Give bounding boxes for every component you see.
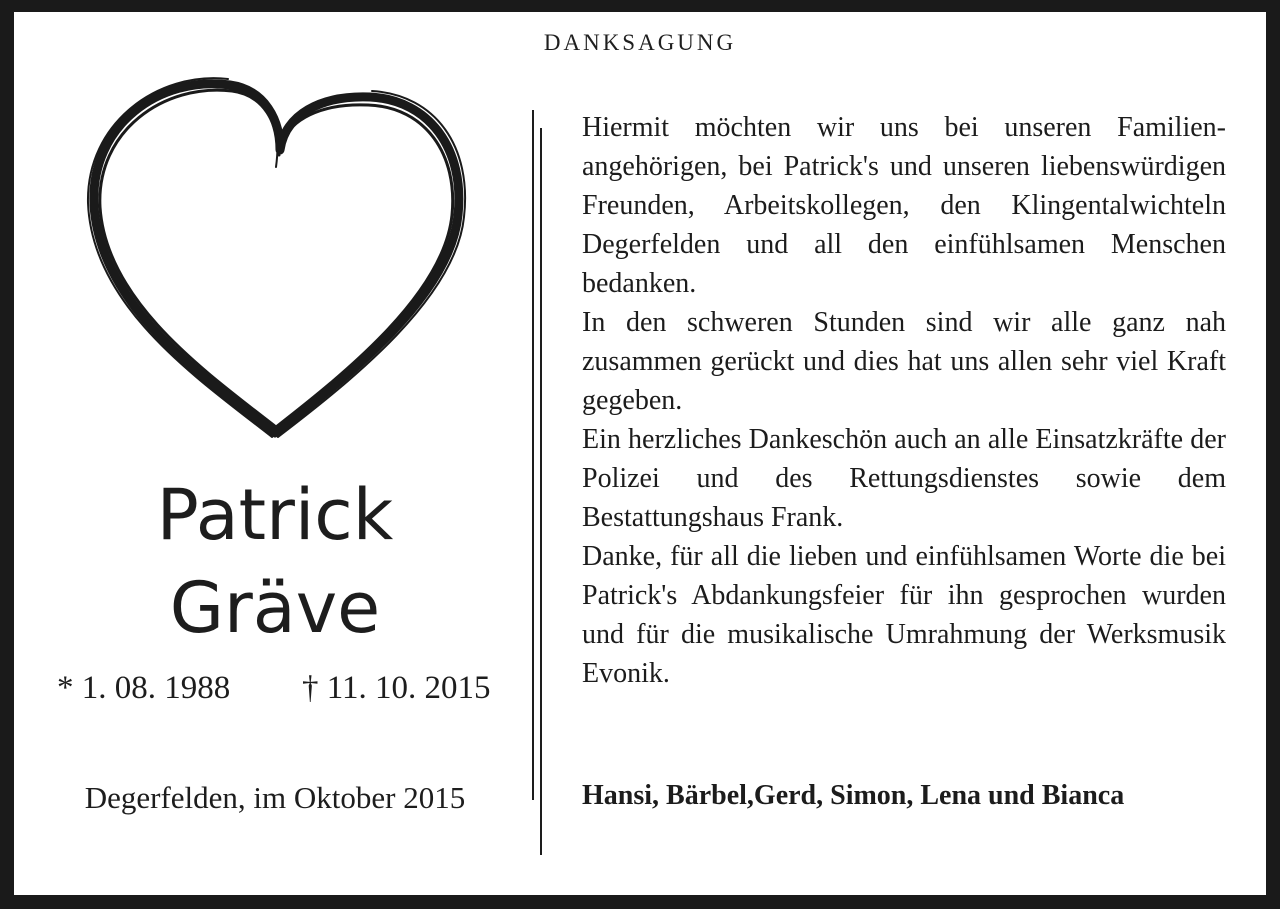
- heart-icon: [80, 75, 470, 445]
- thanks-paragraph: Danke, für all die lieben und einfühlsamen Worte die bei Patrick's Abdankungsfeier für ihn gesprochen wurden und für die musikalische Umrahmung der Werksmusik Evonik.: [582, 541, 1226, 689]
- thanks-paragraph: Hiermit möchten wir uns bei unseren Familienangehörigen, bei Patrick's und unseren liebenswürdigen Freunden, Arbeitskollegen, den Klingentalwichteln Degerfelden und all den einfühlsamen Menschen bedanken.: [582, 112, 1226, 299]
- double-divider: [532, 110, 542, 855]
- thanks-text: [582, 108, 1226, 693]
- place-and-date: Degerfelden, im Oktober 2015: [84, 780, 466, 815]
- signature: Hansi, Bärbel,Gerd, Simon, Lena und Bianca: [582, 780, 1125, 811]
- notice-title: DANKSAGUNG: [543, 30, 737, 55]
- birth-date: * 1. 08. 1988: [57, 670, 231, 706]
- divider-line-right: [540, 128, 542, 855]
- death-date: † 11. 10. 2015: [302, 670, 491, 706]
- thanks-paragraph: In den schweren Stunden sind wir alle ganz nah zusammen gerückt und dies hat uns allen sehr viel Kraft gegeben.: [582, 307, 1226, 416]
- divider-line-left: [532, 110, 534, 800]
- deceased-first-name: Patrick: [156, 474, 394, 556]
- thanks-paragraph: Ein herzliches Dankeschön auch an alle Einsatzkräfte der Polizei und des Rettungsdienstes sowie dem Bestattungshaus Frank.: [582, 424, 1226, 533]
- deceased-last-name: Gräve: [169, 567, 381, 649]
